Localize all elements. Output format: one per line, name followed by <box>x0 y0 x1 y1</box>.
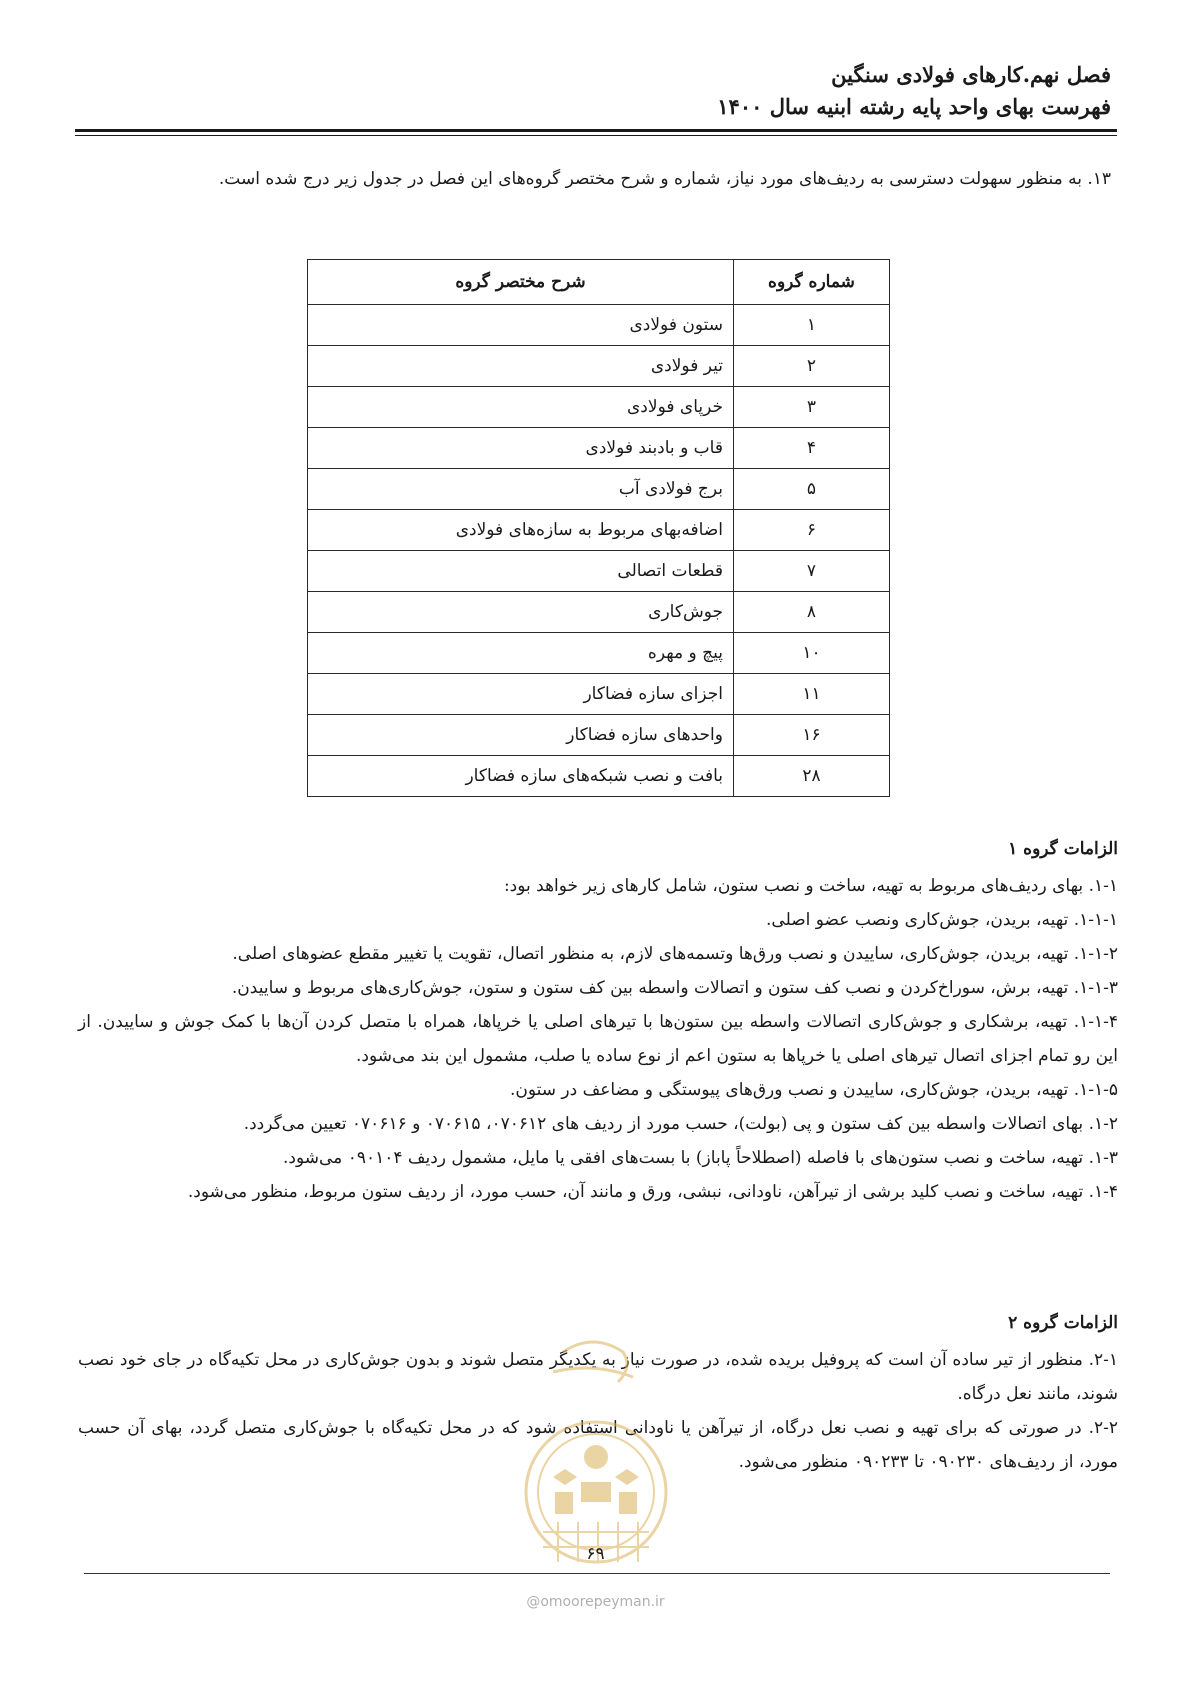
table-row <box>308 715 890 756</box>
group-2-paragraph: ۲-۲. در صورتی که برای تهیه و نصب نعل درگاه، از تیرآهن یا ناودانی استفاده شود که در محل تکیه‌گاه با جوش‌کاری متصل گردد، بهای آن حسب مورد، از ردیف‌های ۰۹۰۲۳۰ تا ۰۹۰۲۳۳ منظور می‌شود. <box>78 1418 1118 1472</box>
chapter-title: فصل نهم.کارهای فولادی سنگین <box>831 62 1111 87</box>
group-description-cell: بافت و نصب شبکه‌های سازه فضاکار <box>308 756 734 797</box>
group-description-cell: ستون فولادی <box>308 305 734 346</box>
group-2-paragraph: ۲-۱. منظور از تیر ساده آن است که پروفیل بریده شده، در صورت نیاز به یکدیگر متصل شوند و بدون جوش‌کاری در محل تکیه‌گاه در جای خود نصب شوند، مانند نعل درگاه. <box>78 1350 1118 1404</box>
group-1-paragraph: ۱-۳. تهیه، ساخت و نصب ستون‌های با فاصله (اصطلاحاً پاباز) با بست‌های افقی یا مایل، مشمول ردیف ۰۹۰۱۰۴ می‌شود. <box>283 1148 1118 1168</box>
group-number-cell: ۱۱ <box>734 674 890 715</box>
page-header <box>717 60 1111 124</box>
group-number-cell: ۳ <box>734 387 890 428</box>
group-description-cell: قطعات اتصالی <box>308 551 734 592</box>
table-row <box>308 551 890 592</box>
group-description-cell: اضافه‌بهای مربوط به سازه‌های فولادی <box>308 510 734 551</box>
table-row <box>308 469 890 510</box>
header-rule-thick <box>75 129 1117 132</box>
group-number-cell: ۲۸ <box>734 756 890 797</box>
group-number-cell: ۶ <box>734 510 890 551</box>
table-row <box>308 346 890 387</box>
group-number-cell: ۱ <box>734 305 890 346</box>
group-description-cell: قاب و بادبند فولادی <box>308 428 734 469</box>
table-row <box>308 756 890 797</box>
group-1-paragraph: ۱-۱-۳. تهیه، برش، سوراخ‌کردن و نصب کف ستون و اتصالات واسطه بین کف ستون و ستون، جوش‌کاری‌های مربوط و ساییدن. <box>231 978 1118 998</box>
group-number-cell: ۴ <box>734 428 890 469</box>
footer-website: @omoorepeyman.ir <box>526 1594 665 1610</box>
group-1-paragraph: ۱-۱-۵. تهیه، بریدن، جوش‌کاری، ساییدن و نصب ورق‌های پیوستگی و مضاعف در ستون. <box>509 1080 1118 1100</box>
group-1-paragraph: ۱-۱-۱. تهیه، بریدن، جوش‌کاری ونصب عضو اصلی. <box>766 910 1118 930</box>
group-description-cell: واحدهای سازه فضاکار <box>308 715 734 756</box>
group-description-cell: اجزای سازه فضاکار <box>308 674 734 715</box>
group-number-cell: ۱۶ <box>734 715 890 756</box>
table-row <box>308 674 890 715</box>
table-row <box>308 633 890 674</box>
group-number-cell: ۱۰ <box>734 633 890 674</box>
header-rule-thin <box>75 135 1117 136</box>
group-1-heading: الزامات گروه ۱ <box>1008 839 1118 859</box>
page-number: ۶۹ <box>586 1544 605 1564</box>
group-1-paragraph: ۱-۱. بهای ردیف‌های مربوط به تهیه، ساخت و نصب ستون، شامل کارهای زیر خواهد بود: <box>503 876 1118 896</box>
table-header-row <box>308 260 890 305</box>
group-number-cell: ۸ <box>734 592 890 633</box>
column-header-description: شرح مختصر گروه <box>308 260 734 305</box>
group-description-cell: جوش‌کاری <box>308 592 734 633</box>
group-2-heading: الزامات گروه ۲ <box>1008 1313 1118 1333</box>
group-1-paragraph: ۱-۱-۴. تهیه، برشکاری و جوش‌کاری اتصالات واسطه بین ستون‌ها با تیرهای اصلی یا خرپاها، همراه با متصل کردن آن‌ها با کمک جوش و ساییدن. از این رو تمام اجزای اتصال تیرهای اصلی یا خرپاها به ستون اعم از نوع ساده یا صلب، مشمول این بند می‌شود. <box>78 1012 1118 1066</box>
book-title: فهرست بهای واحد پایه رشته ابنیه سال ۱۴۰۰ <box>717 94 1111 119</box>
intro-paragraph: ۱۳. به منظور سهولت دسترسی به ردیف‌های مورد نیاز، شماره و شرح مختصر گروه‌های این فصل در جدول زیر درج شده است. <box>218 169 1111 189</box>
group-number-cell: ۷ <box>734 551 890 592</box>
group-description-cell: برج فولادی آب <box>308 469 734 510</box>
column-header-number: شماره گروه <box>734 260 890 305</box>
group-description-cell: تیر فولادی <box>308 346 734 387</box>
group-1-paragraph: ۱-۴. تهیه، ساخت و نصب کلید برشی از تیرآهن، ناودانی، نبشی، ورق و مانند آن، حسب مورد، از ردیف ستون مربوط، منظور می‌شود. <box>187 1182 1118 1202</box>
group-number-cell: ۵ <box>734 469 890 510</box>
table-row <box>308 510 890 551</box>
group-1-paragraph: ۱-۱-۲. تهیه، بریدن، جوش‌کاری، ساییدن و نصب ورق‌ها وتسمه‌های لازم، به منظور اتصال، تقویت یا تغییر مقطع عضوهای اصلی. <box>232 944 1118 964</box>
group-description-cell: پیچ و مهره <box>308 633 734 674</box>
table-row <box>308 305 890 346</box>
group-1-paragraph: ۱-۲. بهای اتصالات واسطه بین کف ستون و پی (بولت)، حسب مورد از ردیف های ۰۷۰۶۱۲، ۰۷۰۶۱۵ و ۰۷۰۶۱۶ تعیین می‌گردد. <box>243 1114 1118 1134</box>
group-description-cell: خرپای فولادی <box>308 387 734 428</box>
groups-table <box>307 259 890 797</box>
table-row <box>308 592 890 633</box>
group-1-section <box>78 832 1118 1209</box>
table-row <box>308 428 890 469</box>
footer-rule <box>84 1573 1110 1574</box>
table-row <box>308 387 890 428</box>
group-number-cell: ۲ <box>734 346 890 387</box>
